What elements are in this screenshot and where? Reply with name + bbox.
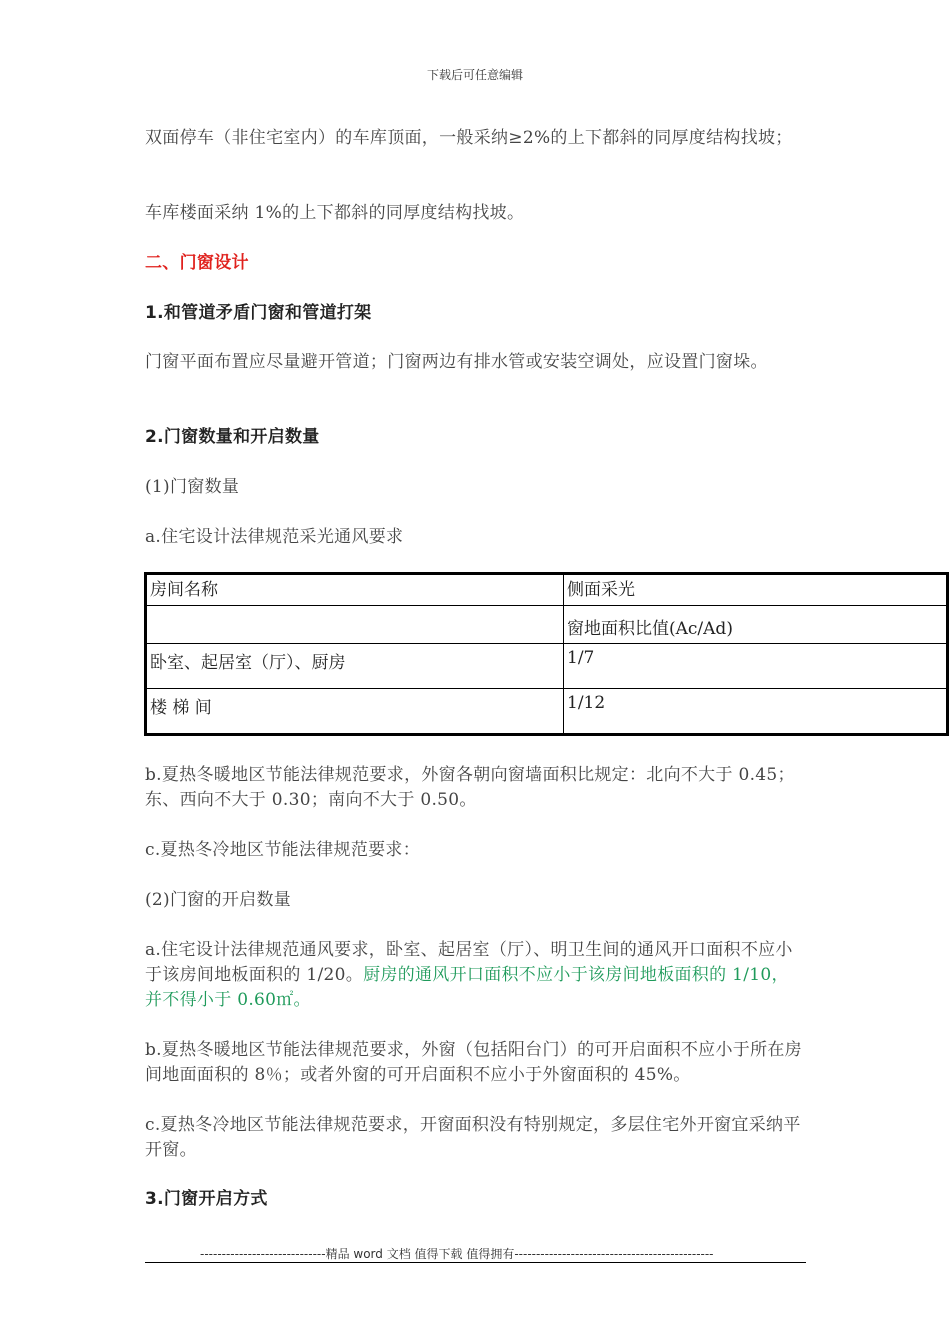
paragraph-garage-roof: 双面停车（非住宅室内）的车库顶面，一般采纳≥2%的上下都斜的同厚度结构找坡； — [145, 128, 793, 148]
paragraph-pipes: 门窗平面布置应尽量避开管道；门窗两边有排水管或安装空调处，应设置门窗垛。 — [145, 352, 768, 372]
table-cell: 侧面采光 — [564, 574, 948, 606]
table-row — [146, 644, 948, 689]
paragraph-lighting-requirement: a.住宅设计法律规范采光通风要求 — [145, 527, 404, 547]
paragraph-openable-area: b.夏热冬暖地区节能法律规范要求，外窗（包括阳台门）的可开启面积不应小于所在房间地面面积的 8％；或者外窗的可开启面积不应小于外窗面积的 45%。 — [145, 1040, 802, 1085]
kitchen-ventilation-highlight: 厨房的通风开口面积不应小于该房间地板面积的 1/10，并不得小于 0.60㎡。 — [145, 965, 789, 1010]
table-cell: 房间名称 — [146, 574, 564, 606]
page-footer: -----------------------------精品 word 文档 值得下载 值得拥有---------------------------------------------- — [200, 1247, 714, 1261]
subheading-pipes: 1.和管道矛盾门窗和管道打架 — [145, 303, 372, 323]
paragraph-opening-quantity-label: (2)门窗的开启数量 — [145, 890, 292, 910]
table-cell: 1/7 — [564, 644, 948, 689]
table-row — [146, 689, 948, 735]
table-cell: 卧室、起居室（厅）、厨房 — [146, 644, 564, 689]
table-cell: 1/12 — [564, 689, 948, 735]
paragraph-hot-summer-cold-winter: c.夏热冬冷地区节能法律规范要求： — [145, 840, 421, 860]
paragraph-quantity-label: (1)门窗数量 — [145, 477, 240, 497]
paragraph-ventilation — [145, 938, 805, 1013]
footer-divider — [145, 1262, 806, 1263]
lighting-ratio-table — [144, 572, 949, 736]
section-heading-doors-windows: 二、门窗设计 — [145, 253, 249, 273]
table-row — [146, 606, 948, 644]
subheading-opening-method: 3.门窗开启方式 — [145, 1189, 268, 1209]
table-cell: 楼 梯 间 — [146, 689, 564, 735]
table-cell — [146, 606, 564, 644]
table-cell: 窗地面积比值(Ac/Ad) — [564, 606, 948, 644]
subheading-quantity: 2.门窗数量和开启数量 — [145, 427, 320, 447]
paragraph-hot-summer-warm-winter: b.夏热冬暖地区节能法律规范要求，外窗各朝向窗墙面积比规定：北向不大于 0.45；东、西向不大于 0.30；南向不大于 0.50。 — [145, 765, 795, 810]
paragraph-casement-window: c.夏热冬冷地区节能法律规范要求，开窗面积没有特别规定，多层住宅外开窗宜采纳平开窗。 — [145, 1115, 801, 1160]
table-row — [146, 574, 948, 606]
page-header: 下载后可任意编辑 — [426, 68, 523, 82]
paragraph-garage-floor: 车库楼面采纳 1%的上下都斜的同厚度结构找坡。 — [145, 203, 525, 223]
ventilation-text: a.住宅设计法律规范通风要求，卧室、起居室（厅）、明卫生间的通风开口面积不应小于该房间地板面积的 1/20。 — [145, 940, 793, 985]
